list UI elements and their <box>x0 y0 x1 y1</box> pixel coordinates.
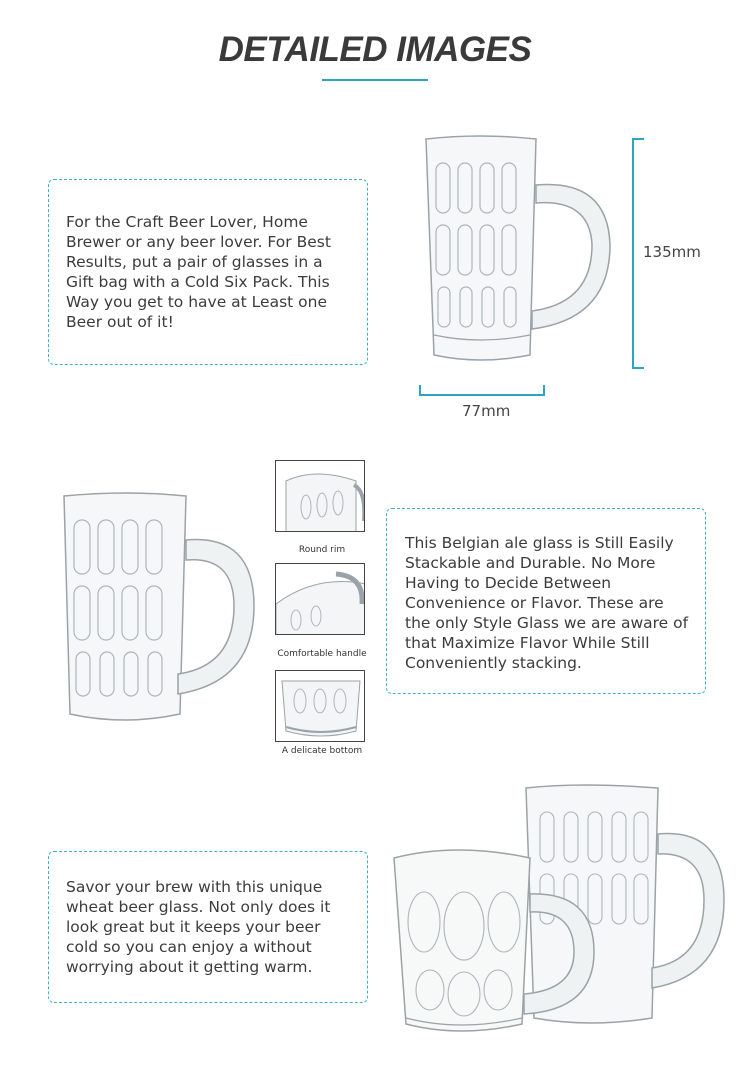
detail-thumbnail-round-rim <box>275 460 365 532</box>
beer-mug-image-main <box>418 133 618 373</box>
craft-beer-text-box <box>48 179 368 365</box>
detail-thumbnail-handle <box>275 563 365 635</box>
width-dimension-line <box>419 394 545 396</box>
caption-delicate-bottom: A delicate bottom <box>281 746 363 756</box>
title-underline <box>322 79 428 81</box>
caption-comfortable-handle: Comfortable handle <box>277 649 367 659</box>
caption-round-rim: Round rim <box>298 545 346 555</box>
width-dimension-tick-right <box>543 385 545 396</box>
height-dimension-tick-bottom <box>632 367 644 369</box>
wheat-beer-description: Savor your brew with this unique wheat beer glass. Not only does it look great but it keeps your beer cold so you can enjoy a without worrying about it getting warm. <box>66 878 331 976</box>
height-dimension-line <box>632 138 634 369</box>
width-dimension-label: 77mm <box>462 402 511 420</box>
height-dimension-tick-top <box>632 138 644 140</box>
craft-beer-description: For the Craft Beer Lover, Home Brewer or any beer lover. For Best Results, put a pair of glasses in a Gift bag with a Cold Six Pack. This Way you get to have at Least one Beer out of it! <box>66 213 331 331</box>
page-title: DETAILED IMAGES <box>218 30 532 69</box>
beer-mug-image-pair <box>390 782 730 1042</box>
belgian-ale-text-box <box>386 508 706 694</box>
round-rim-image <box>276 461 365 532</box>
bottom-image <box>276 671 365 742</box>
beer-mug-image-side <box>58 490 258 730</box>
detail-thumbnail-bottom <box>275 670 365 742</box>
height-dimension-label: 135mm <box>643 243 701 261</box>
handle-image <box>276 564 365 635</box>
width-dimension-tick-left <box>419 385 421 396</box>
wheat-beer-text-box <box>48 851 368 1003</box>
belgian-ale-description: This Belgian ale glass is Still Easily Stackable and Durable. No More Having to Decide Between Convenience or Flavor. These are the only Style Glass we are aware of that Maximize Flavor While Still Conveniently stacking. <box>405 534 689 672</box>
